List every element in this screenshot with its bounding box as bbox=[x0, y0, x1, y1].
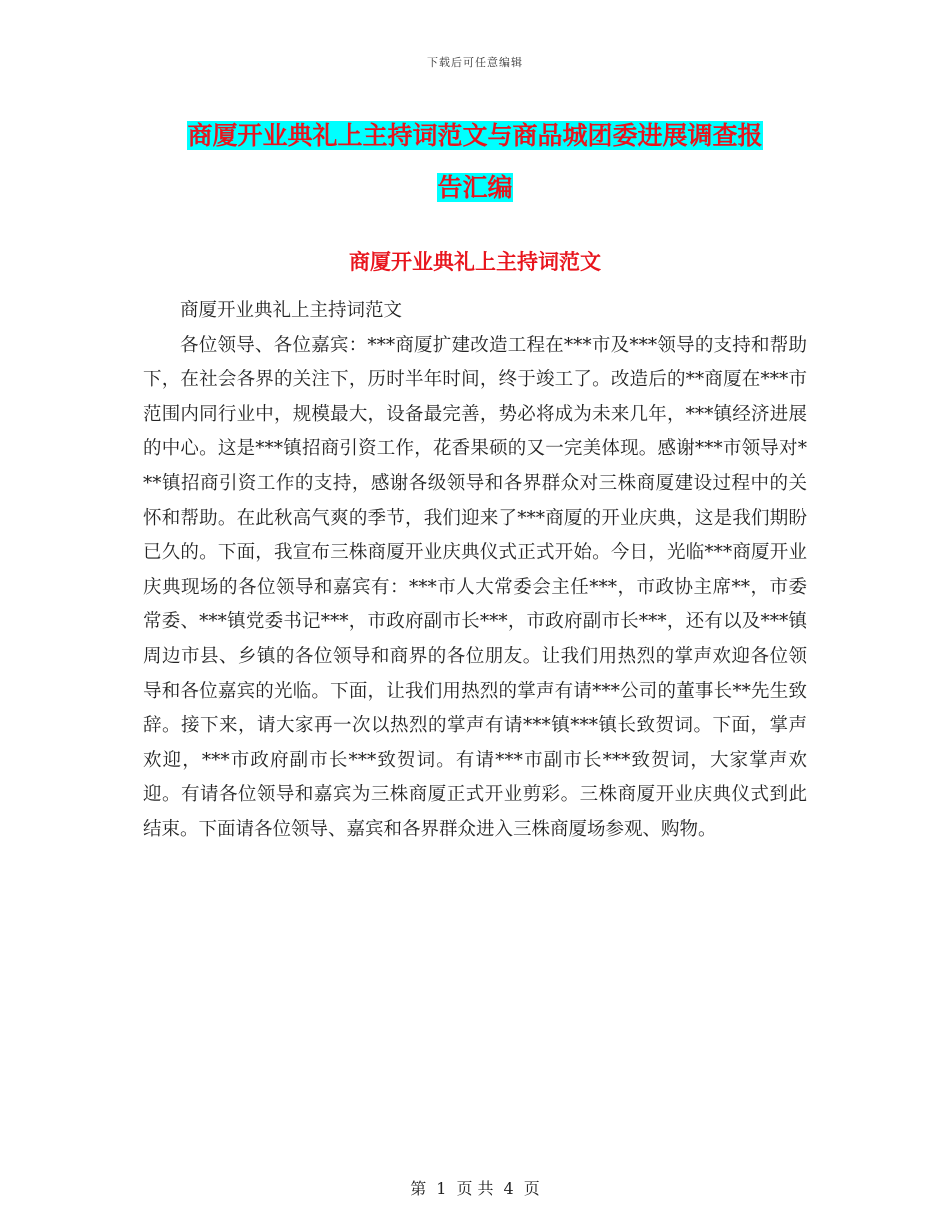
footer-suffix: 页 bbox=[523, 1179, 540, 1198]
body-paragraph-speech: 各位领导、各位嘉宾：***商厦扩建改造工程在***市及***领导的支持和帮助下，在社会各界的关注下，历时半年时间，终于竣工了。改造后的**商厦在***市范围内同行业中，规模最大，设备最完善，势必将成为未来几年，***镇经济进展的中心。这是***镇招商引资工作，花香果硕的又一完美体现。感谢***市领导对***镇招商引资工作的支持，感谢各级领导和各界群众对三株商厦建设过程中的关怀和帮助。在此秋高气爽的季节，我们迎来了***商厦的开业庆典，这是我们期盼已久的。下面，我宣布三株商厦开业庆典仪式正式开始。今日，光临***商厦开业庆典现场的各位领导和嘉宾有：***市人大常委会主任***，市政协主席**，市委常委、***镇党委书记***，市政府副市长***，市政府副市长***，还有以及***镇周边市县、乡镇的各位领导和商界的各位朋友。让我们用热烈的掌声欢迎各位领导和各位嘉宾的光临。下面，让我们用热烈的掌声有请***公司的董事长**先生致辞。接下来，请大家再一次以热烈的掌声有请***镇***镇长致贺词。下面，掌声欢迎，***市政府副市长***致贺词。有请***市副市长***致贺词，大家掌声欢迎。有请各位领导和嘉宾为三株商厦正式开业剪彩。三株商厦开业庆典仪式到此结束。下面请各位领导、嘉宾和各界群众进入三株商厦场参观、购物。 bbox=[143, 334, 807, 840]
document-title-line-1: 商厦开业典礼上主持词范文与商品城团委进展调查报 bbox=[187, 121, 763, 150]
footer-middle: 页 共 bbox=[456, 1179, 494, 1198]
footer-total-pages: 4 bbox=[503, 1179, 514, 1198]
footer-page-number: 1 bbox=[436, 1179, 447, 1198]
document-title-line-2: 告汇编 bbox=[437, 173, 513, 202]
section-title: 商厦开业典礼上主持词范文 bbox=[349, 250, 601, 274]
page-header-note: 下载后可任意编辑 bbox=[427, 56, 523, 69]
body-paragraph-heading: 商厦开业典礼上主持词范文 bbox=[180, 300, 403, 321]
document-title bbox=[140, 110, 810, 214]
page-footer bbox=[0, 1176, 950, 1199]
body-text bbox=[143, 294, 807, 848]
footer-prefix: 第 bbox=[410, 1179, 427, 1198]
